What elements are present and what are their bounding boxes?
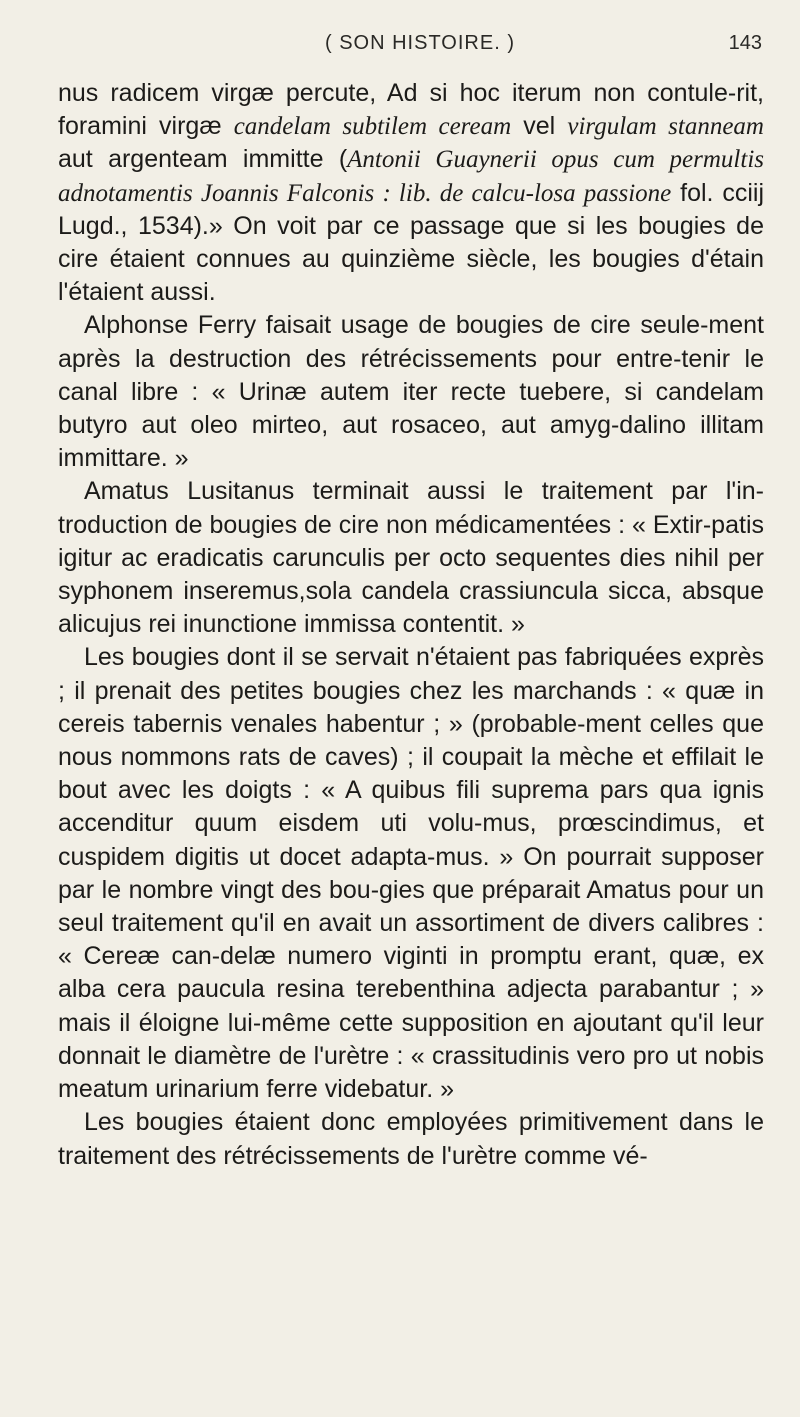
paragraph-5 (58, 1106, 764, 1172)
paragraph-2 (58, 309, 764, 475)
text-segment: Les bougies dont il se servait n'étaient pas fabriquées exprès ; il prenait des petites bougies chez les marchands : « quæ in cereis tabernis venales habentur ; » (probable-ment celles que nous nommons rats de caves) ; il coupait la mèche et effilait le bout avec les doigts : « A quibus fili suprema pars qua ignis accenditur quum eisdem uti volu-mus, prœscindimus, et cuspidem digitis ut docet adapta-mus. » On pourrait supposer par le nombre vingt des bou-gies que préparait Amatus pour un seul traitement qu'il en avait un assortiment de divers calibres : « Cereæ can-delæ numero viginti in promptu erant, quæ, ex alba cera paucula resina terebenthina adjecta parabantur ; » mais il éloigne lui-même cette supposition en ajoutant qu'il leur donnait le diamètre de l'urètre : « crassitudinis vero pro ut nobis meatum urinarium ferre videbatur. » (58, 643, 764, 1104)
running-head (60, 28, 780, 62)
italic-segment: Antonii Guaynerii opus cum permultis adnotamentis Joannis Falconis : lib. de calcu-losa passione (58, 146, 764, 207)
page-number: 143 (728, 32, 762, 54)
text-segment: Amatus Lusitanus terminait aussi le traitement par l'in-troduction de bougies de cire non médicamentées : « Extir-patis igitur ac eradicatis carunculis per octo sequentes dies nihil per syphonem inseremus,sola candela crassiuncula sicca, absque alicujus rei inunctione immissa contentit. » (58, 477, 764, 639)
text-segment: vel (511, 112, 568, 141)
italic-segment: virgulam stanneam (567, 113, 764, 141)
paragraph-3 (58, 475, 764, 641)
italic-segment: candelam subtilem ceream (233, 113, 512, 141)
body-text (58, 77, 764, 1173)
paragraph-1 (58, 77, 764, 309)
text-segment: aut argenteam immitte ( (58, 145, 348, 174)
text-segment: nus radicem virgæ percute, Ad si hoc iterum non contule-rit, foramini virgæ (58, 79, 764, 141)
text-segment: fol. cciij Lugd., 1534).» On voit par ce passage que si les bougies de cire étaient connues au quinzième siècle, les bougies d'étain l'étaient aussi. (58, 178, 764, 307)
text-segment: Les bougies étaient donc employées primitivement dans le traitement des rétrécissements de l'urètre comme vé- (58, 1108, 764, 1170)
text-segment: Alphonse Ferry faisait usage de bougies de cire seule-ment après la destruction des rétrécissements pour entre-tenir le canal libre : « Urinæ autem iter recte tuebere, si candelam butyro aut oleo mirteo, aut rosaceo, aut amyg-dalino illitam immittare. » (58, 311, 764, 473)
running-head-title: ( SON HISTOIRE. ) (325, 32, 515, 54)
paragraph-4 (58, 641, 764, 1106)
